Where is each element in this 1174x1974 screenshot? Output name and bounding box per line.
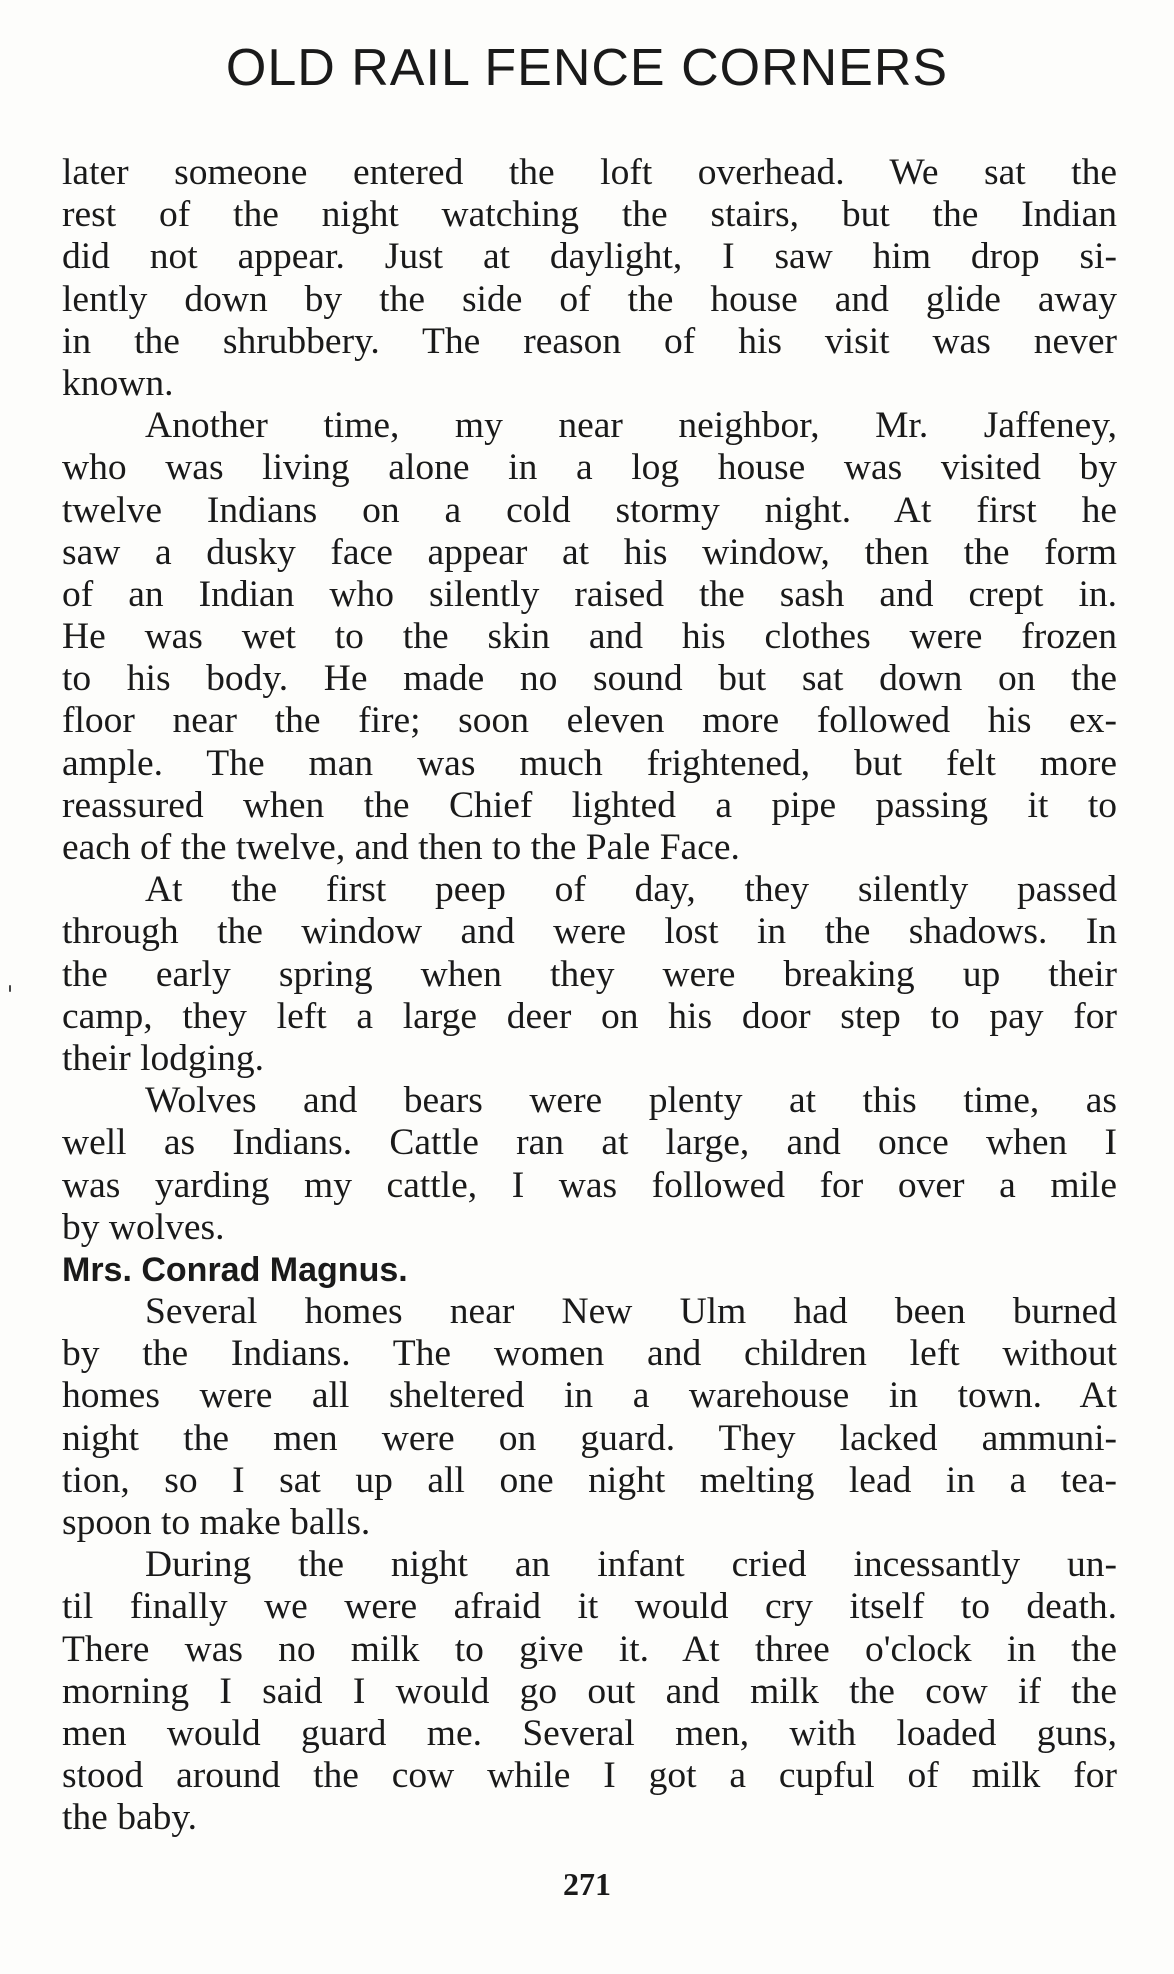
text-line: He was wet to the skin and his clothes were frozen: [62, 616, 1117, 658]
text-line: was yarding my cattle, I was followed for over a mile: [62, 1164, 1117, 1206]
text-line: homes were all sheltered in a warehouse in town. At: [62, 1375, 1117, 1417]
text-line: reassured when the Chief lighted a pipe passing it to: [62, 784, 1117, 826]
text-line: floor near the fire; soon eleven more followed his ex-: [62, 700, 1117, 742]
text-line: in the shrubbery. The reason of his visit was never: [62, 320, 1117, 362]
paper-speck: [9, 985, 11, 992]
text-line: their lodging.: [62, 1037, 265, 1079]
text-line: stood around the cow while I got a cupful of milk for: [62, 1755, 1117, 1797]
text-line: known.: [62, 362, 174, 404]
page-number: 271: [563, 1866, 611, 1902]
text-line: Wolves and bears were plenty at this time, as: [145, 1080, 1117, 1122]
page-body: [62, 152, 1117, 1840]
text-line: men would guard me. Several men, with loaded guns,: [62, 1712, 1117, 1754]
text-line: camp, they left a large deer on his door step to pay for: [62, 995, 1117, 1037]
text-line: At the first peep of day, they silently passed: [145, 869, 1117, 911]
text-line: spoon to make balls.: [62, 1502, 371, 1543]
running-title: OLD RAIL FENCE CORNERS: [225, 39, 949, 97]
text-line: later someone entered the loft overhead. We sat the: [62, 152, 1117, 193]
text-line: ample. The man was much frightened, but felt more: [62, 742, 1117, 784]
text-line: the baby.: [62, 1797, 198, 1839]
text-line: who was living alone in a log house was visited by: [62, 447, 1117, 489]
text-line: saw a dusky face appear at his window, then the form: [62, 531, 1117, 573]
text-line: the early spring when they were breaking up their: [62, 953, 1117, 995]
contributor-heading: Mrs. Conrad Magnus.: [62, 1250, 408, 1289]
text-line: Several homes near New Ulm had been burned: [145, 1291, 1117, 1333]
text-line: During the night an infant cried incessantly un-: [145, 1544, 1117, 1586]
text-line: rest of the night watching the stairs, but the Indian: [62, 194, 1117, 236]
text-line: twelve Indians on a cold stormy night. At first he: [62, 489, 1117, 531]
text-line: by wolves.: [62, 1206, 225, 1248]
text-line: lently down by the side of the house and glide away: [62, 278, 1117, 320]
text-line: did not appear. Just at daylight, I saw him drop si-: [62, 236, 1117, 278]
text-line: morning I said I would go out and milk the cow if the: [62, 1670, 1117, 1712]
text-line: by the Indians. The women and children left without: [62, 1333, 1117, 1375]
text-line: of an Indian who silently raised the sash and crept in.: [62, 573, 1117, 615]
text-line: to his body. He made no sound but sat down on the: [62, 658, 1117, 700]
text-line: There was no milk to give it. At three o'clock in the: [62, 1628, 1117, 1670]
text-line: til finally we were afraid it would cry itself to death.: [62, 1586, 1117, 1628]
text-line: tion, so I sat up all one night melting lead in a tea-: [62, 1459, 1117, 1501]
text-line: well as Indians. Cattle ran at large, and once when I: [62, 1122, 1117, 1164]
text-line: night the men were on guard. They lacked ammuni-: [62, 1417, 1117, 1459]
text-line: Another time, my near neighbor, Mr. Jaffeney,: [145, 405, 1117, 447]
text-line: through the window and were lost in the shadows. In: [62, 911, 1117, 953]
text-line: each of the twelve, and then to the Pale Face.: [62, 827, 740, 868]
